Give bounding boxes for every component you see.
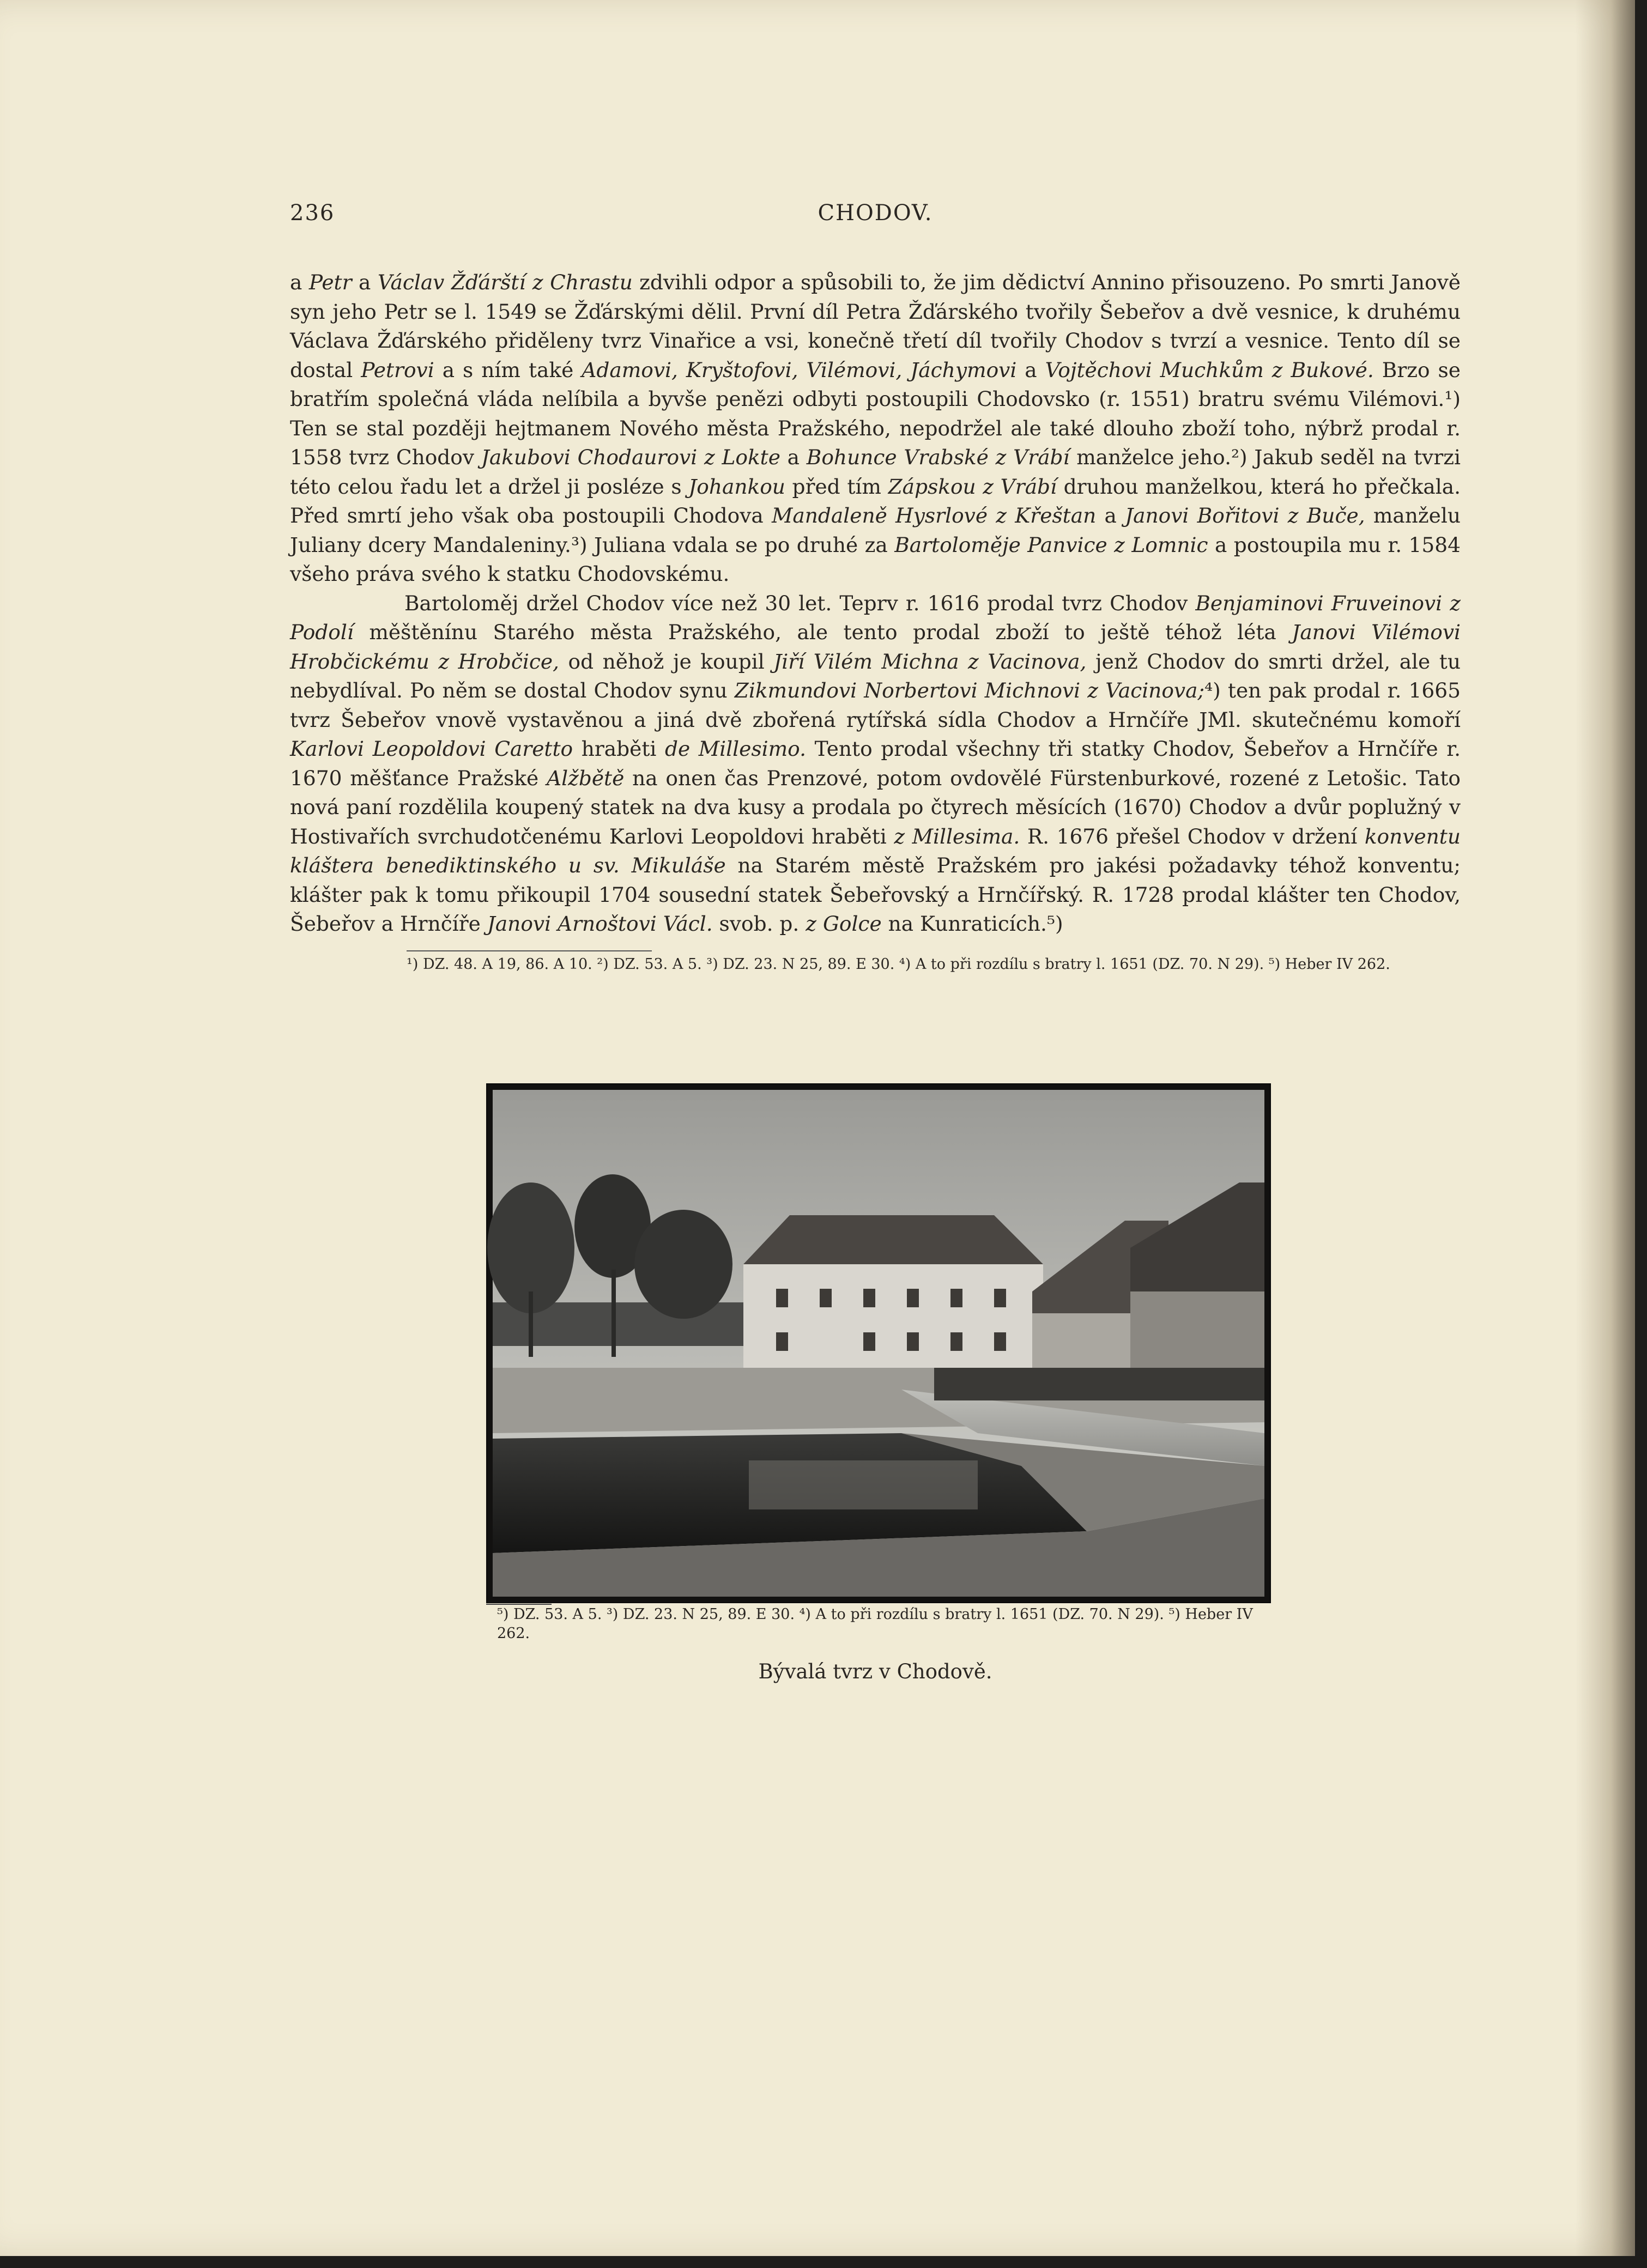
text-run: R. 1676 přešel Chodov v držení [1020,824,1365,848]
italic-name: Johankou [688,474,785,499]
italic-name: Adamovi, Kryštofovi, Vilémovi, Jáchymovi [582,357,1017,382]
italic-name: Jiří Vilém Michna z Vacinova, [773,649,1087,674]
page-header [290,201,1461,233]
text-run: manželu Juliany dcery Mandaleniny.³) Juliana vdala se po druhé za [290,504,1461,557]
photo-footnote-text: ⁵) DZ. 53. A 5. ³) DZ. 23. N 25, 89. E 30. ⁴) A to při rozdílu s bratry l. 1651 (DZ. 70. N 29). ⁵) Heber IV 262. [497,1606,1253,1642]
text-run: Brzo se bratřím společná vláda nelíbila a byvše penězi odbyti postoupili Chodovsko (r. 1551) bratru svému Vilémovi.¹) Ten se stal později hejtmanem Nového města Pražského, nepodržel ale také dlouho zboží toho, nýbrž prodal r. 1558 tvrz Chodov [290,357,1461,469]
page-spine-shadow [1575,0,1635,2256]
italic-name: Petrovi [361,357,434,382]
text-run: a s ním také [434,357,582,382]
italic-name: Karlovi Leopoldovi Caretto [290,737,573,761]
italic-name: Zikmundovi Norbertovi Michnovi z Vacinova; [734,678,1205,702]
italic-name: Jakubovi Chodaurovi z Lokte [481,445,780,469]
text-run: manželce jeho.²) Jakub seděl na tvrzi této celou řadu let a držel ji posléze s [290,445,1461,499]
italic-name: Bartoloměje Panvice z Lomnic [894,532,1208,557]
italic-name: Bohunce Vrabské z Vrábí [806,445,1070,469]
italic-name: Alžbětě [547,766,625,790]
text-run: na onen čas Prenzové, potom ovdovělé Fürstenburkové, rozené z Letošic. Tato nová paní rozdělila koupený statek na dva kusy a prodala po čtyrech měsících (1670) Chodov a dvůr poplužný v Hostivařích svrchudotčenému Karlovi Leopoldovi hraběti [290,766,1461,848]
text-run: ⁴) ten pak prodal r. 1665 tvrz Šebeřov vnově vystavěnou a jiná dvě zbořená rytířská sídla Chodov a Hrnčíře JMl. skutečnému komoří [290,678,1461,732]
text-run: a [290,270,309,294]
text-run: a [1096,504,1125,527]
footnote-rule [407,950,652,951]
photo-caption: Bývalá tvrz v Chodově. [758,1660,992,1683]
photo-footnote-rule [486,1604,552,1605]
paragraph-1 [290,268,1461,589]
text-run: měštěnínu Starého města Pražského, ale tento prodal zboží to ještě téhož léta [353,620,1292,644]
text-run: Tento prodal všechny tři statky Chodov, Šebeřov a Hrnčíře r. 1670 měšťance Pražské [290,737,1461,790]
italic-name: Janovi Arnoštovi Václ. [487,912,713,936]
photograph [486,1083,1271,1603]
italic-name: Benjaminovi Fruveinovi z Podolí [290,591,1461,644]
text-run: jenž Chodov do smrti držel, ale tu nebydlíval. Po něm se dostal Chodov synu [290,649,1461,702]
italic-name: Janovi Bořitovi z Buče, [1125,504,1365,527]
text-run: Bartoloměj držel Chodov více než 30 let. Teprv r. 1616 prodal tvrz Chodov [404,591,1196,615]
footnotes [290,955,1461,974]
text-run: před tím [785,474,888,499]
italic-name: Petr [308,270,352,294]
italic-name: z Golce [806,912,882,936]
text-run: od něhož je koupil [559,649,774,674]
castle-photo [487,1084,1270,1602]
text-run: a [352,270,378,294]
text-run: druhou manželkou, která ho přečkala. Před smrtí jeho však oba postoupili Chodova [290,474,1461,527]
page-number: 236 [290,201,335,226]
italic-name: de Millesimo. [665,737,806,761]
text-run: a [780,445,807,469]
italic-name: Janovi Vilémovi Hrobčickému z Hrobčice, [290,620,1461,674]
text-run: zdvihli odpor a spůsobili to, že jim dědictví Annino přisouzeno. Po smrti Janově syn jeho Petr se l. 1549 se Žďárskými dělil. První díl Petra Žďárského tvořily Šebeřov a dvě vesnice, k druhému Václava Žďárského přiděleny tvrz Vinařice a vsi, konečně třetí díl tvořily Chodov s tvrzí a vesnice. Tento díl se dostal [290,270,1461,382]
text-run: svob. p. [712,912,806,936]
italic-name: Václav Žďárští z Chrastu [377,270,633,294]
text-run: a [1016,357,1045,382]
italic-name: Zápskou z Vrábí [888,474,1057,499]
italic-name: Vojtěchovi Muchkům z Bukové. [1045,357,1374,382]
italic-name: konventu kláštera benediktinského u sv. Mikuláše [290,824,1461,877]
body-text [290,268,1461,939]
footnote-text: ¹) DZ. 48. A 19, 86. A 10. ²) DZ. 53. A 5. ³) DZ. 23. N 25, 89. E 30. ⁴) A to při rozdílu s bratry l. 1651 (DZ. 70. N 29). ⁵) Heber IV 262. [407,956,1390,973]
text-run: a postoupila mu r. 1584 všeho práva svého k statku Chodovskému. [290,532,1461,586]
text-run: na Kunraticích.⁵) [881,912,1063,936]
italic-name: z Millesima. [894,824,1020,848]
text-run: hraběti [573,737,665,761]
paragraph-2 [290,589,1461,939]
text-run: na Starém městě Pražském pro jakési požadavky téhož konventu; klášter pak k tomu přikoupil 1704 sousední statek Šebeřovský a Hrnčířský. R. 1728 prodal klášter ten Chodov, Šebeřov a Hrnčíře [290,853,1461,936]
running-title: CHODOV. [818,201,933,226]
italic-name: Mandaleně Hysrlové z Křeštan [772,504,1097,527]
photo-footnote-block [486,1605,1269,1643]
